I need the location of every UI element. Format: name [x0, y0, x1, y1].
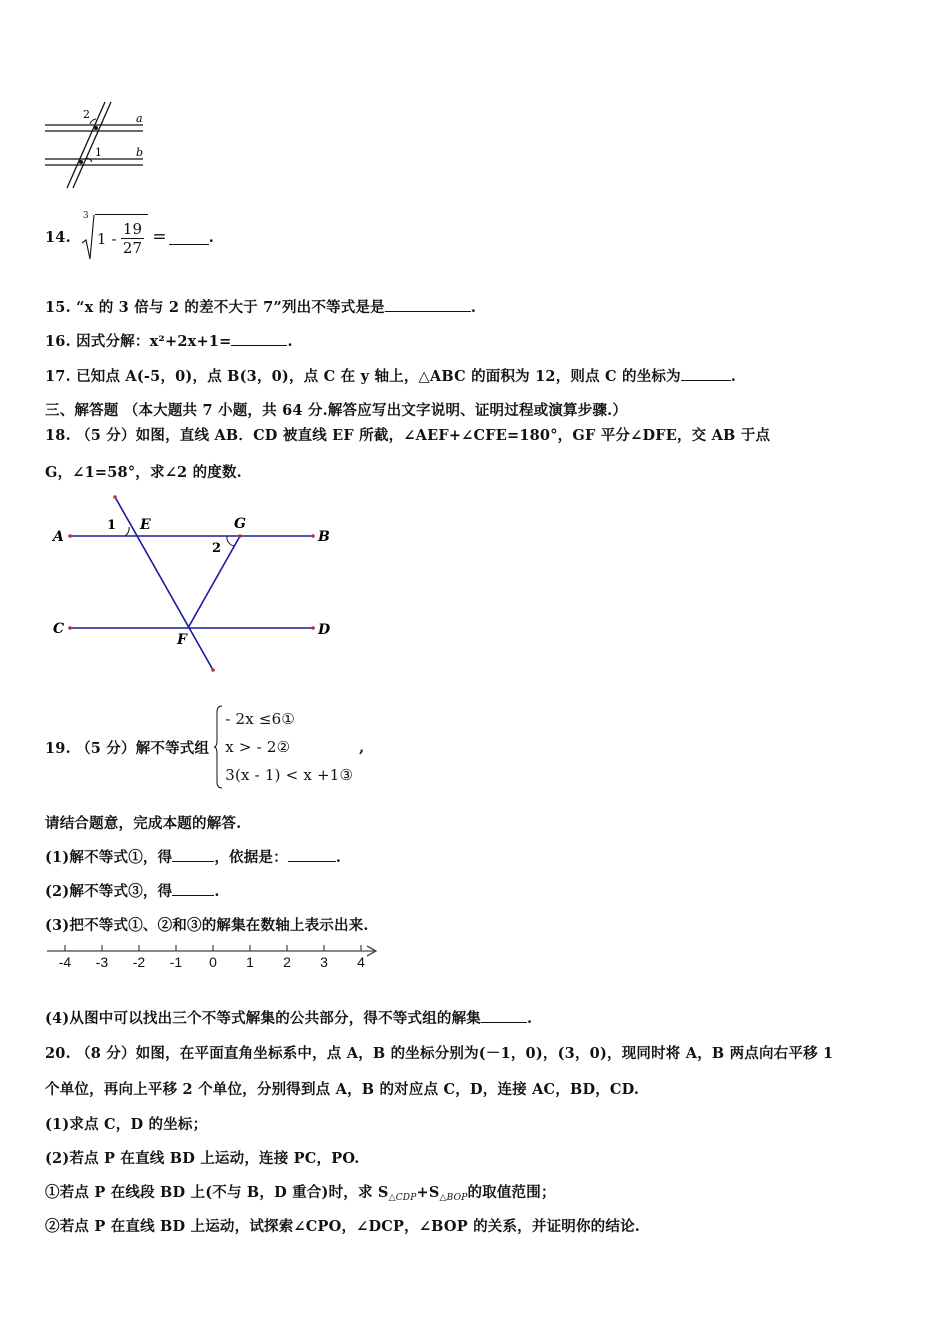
point-D-label: D — [318, 622, 331, 638]
q19-p2-blank — [172, 881, 214, 896]
q19-p2-end: . — [214, 883, 220, 900]
q19-suffix: , — [359, 738, 365, 756]
q19-p4-blank — [481, 1008, 527, 1023]
line-b-label: b — [136, 146, 144, 159]
q14-number: 14. — [45, 228, 71, 246]
angle-1-label: 1 — [95, 146, 102, 159]
q18-line2: G，∠1=58°，求∠2 的度数. — [45, 464, 242, 481]
q16-text: 16. 因式分解：x²+2x+1= — [45, 333, 232, 350]
fraction-numerator: 19 — [122, 220, 143, 238]
point-E-label: E — [140, 517, 151, 533]
q17-answer-blank — [681, 366, 731, 381]
q15-end: . — [470, 299, 477, 316]
angle-1-label: 1 — [107, 518, 117, 533]
q15-answer-blank — [385, 297, 471, 312]
question-17 — [45, 365, 736, 386]
q16-end: . — [287, 333, 293, 350]
q19-prefix: 19. （5 分）解不等式组 — [45, 739, 210, 757]
fraction-denominator: 27 — [122, 239, 143, 257]
question-20-line-2 — [45, 1078, 639, 1099]
point-A-label: A — [53, 529, 64, 545]
q19-p4-text: (4)从图中可以找出三个不等式解集的公共部分，得不等式组的解集 — [45, 1010, 482, 1027]
question-20-line-4 — [45, 1147, 360, 1168]
q14-end: . — [208, 228, 215, 246]
q20-line6: ②若点 P 在直线 BD 上运动，试探索∠CPO，∠DCP，∠BOP 的关系，并证明你的结论. — [45, 1218, 641, 1235]
q19-part-3 — [45, 914, 369, 935]
section-3-heading — [45, 399, 627, 420]
section-3-text: 三、解答题 （本大题共 7 小题，共 64 分.解答应写出文字说明、证明过程或演算步骤.） — [45, 402, 628, 419]
question-20-line-6 — [45, 1215, 640, 1236]
number-line-tick-label: 1 — [246, 954, 254, 970]
q20-line5-text-a: ①若点 P 在线段 BD 上(不与 B，D 重合)时，求 S — [45, 1184, 389, 1201]
question-18-line-1 — [45, 424, 770, 445]
number-line-tick-label: 4 — [357, 954, 365, 970]
question-20-line-3 — [45, 1113, 207, 1134]
number-line-tick-label: 0 — [209, 954, 217, 970]
q19-part-1 — [45, 846, 341, 867]
point-F-label: F — [177, 632, 187, 648]
inequality-row-1: - 2x ≤6① — [225, 710, 295, 728]
question-16 — [45, 330, 293, 351]
q18-figure — [45, 492, 345, 674]
q19-instruction — [45, 812, 241, 833]
q20-line4: (2)若点 P 在直线 BD 上运动，连接 PC，PO. — [45, 1150, 360, 1167]
q20-line2: 个单位，再向上平移 2 个单位，分别得到点 A，B 的对应点 C，D，连接 AC，BD，CD. — [45, 1081, 640, 1098]
equals-sign: = — [152, 227, 167, 247]
q14-answer-blank — [169, 230, 209, 245]
number-line-tick-label: -2 — [132, 954, 146, 970]
q20-subscript-bop: △BOP — [439, 1193, 468, 1203]
q19-p1-text-b: ，依据是： — [214, 849, 288, 866]
number-line-tick-label: -1 — [169, 954, 183, 970]
q17-text: 17. 已知点 A(-5，0)，点 B(3，0)，点 C 在 y 轴上，△ABC 的面积为 12，则点 C 的坐标为 — [45, 368, 681, 385]
q19-p1-blank-2 — [288, 847, 336, 862]
angle-2-label: 2 — [83, 108, 90, 121]
inequality-row-3: 3(x - 1) < x +1③ — [225, 766, 354, 784]
q19-p1-blank-1 — [172, 847, 214, 862]
inequality-row-2: x > - 2② — [225, 738, 291, 756]
fraction-19-27 — [121, 220, 145, 257]
q19-p1-end: . — [335, 849, 342, 866]
inequality-system — [213, 704, 353, 790]
number-line-tick-label: -3 — [95, 954, 109, 970]
q20-line3: (1)求点 C，D 的坐标； — [45, 1116, 208, 1133]
question-20-line-5 — [45, 1181, 556, 1203]
q19-part-4 — [45, 1007, 532, 1028]
q19-instruction-text: 请结合题意，完成本题的解答. — [45, 815, 242, 832]
number-line — [45, 938, 385, 974]
line-a-label: a — [136, 112, 143, 125]
number-line-tick-label: -4 — [58, 954, 72, 970]
q15-text: 15. “x 的 3 倍与 2 的差不大于 7”列出不等式是是 — [45, 299, 385, 316]
question-19 — [45, 702, 364, 792]
q19-part-2 — [45, 880, 220, 901]
q20-line5-text-b: 的取值范围； — [467, 1184, 556, 1201]
radical-index: 3 — [82, 211, 89, 221]
question-18-line-2 — [45, 461, 242, 482]
q19-p1-text-a: (1)解不等式①，得 — [45, 849, 173, 866]
question-14 — [45, 212, 214, 262]
radicand-one: 1 - — [96, 229, 117, 248]
angle-2-label: 2 — [212, 541, 222, 556]
question-20-line-1 — [45, 1042, 833, 1063]
number-line-tick-label: 2 — [283, 954, 291, 970]
point-B-label: B — [318, 529, 330, 545]
q18-line1: 18. （5 分）如图，直线 AB．CD 被直线 EF 所截，∠AEF+∠CFE=180°，GF 平分∠DFE，交 AB 于点 — [45, 427, 771, 444]
point-G-label: G — [234, 516, 246, 532]
q17-end: . — [730, 368, 737, 385]
q20-subscript-cdp: △CDP — [388, 1193, 417, 1203]
q19-p2-text: (2)解不等式③，得 — [45, 883, 173, 900]
left-brace-icon — [213, 704, 223, 790]
q19-p4-end: . — [527, 1010, 533, 1027]
question-15 — [45, 296, 476, 317]
q20-plus-s: +S — [416, 1184, 440, 1201]
q16-answer-blank — [231, 331, 287, 346]
q20-line1: 20. （8 分）如图，在平面直角坐标系中，点 A，B 的坐标分别为(－1，0)，(3，0)，现同时将 A，B 两点向右平移 1 — [45, 1045, 834, 1062]
cube-root-expression — [81, 213, 148, 261]
parallel-lines-figure — [40, 98, 160, 193]
number-line-tick-label: 3 — [320, 954, 328, 970]
point-C-label: C — [53, 621, 65, 637]
q19-p3-text: (3)把不等式①、②和③的解集在数轴上表示出来. — [45, 917, 369, 934]
